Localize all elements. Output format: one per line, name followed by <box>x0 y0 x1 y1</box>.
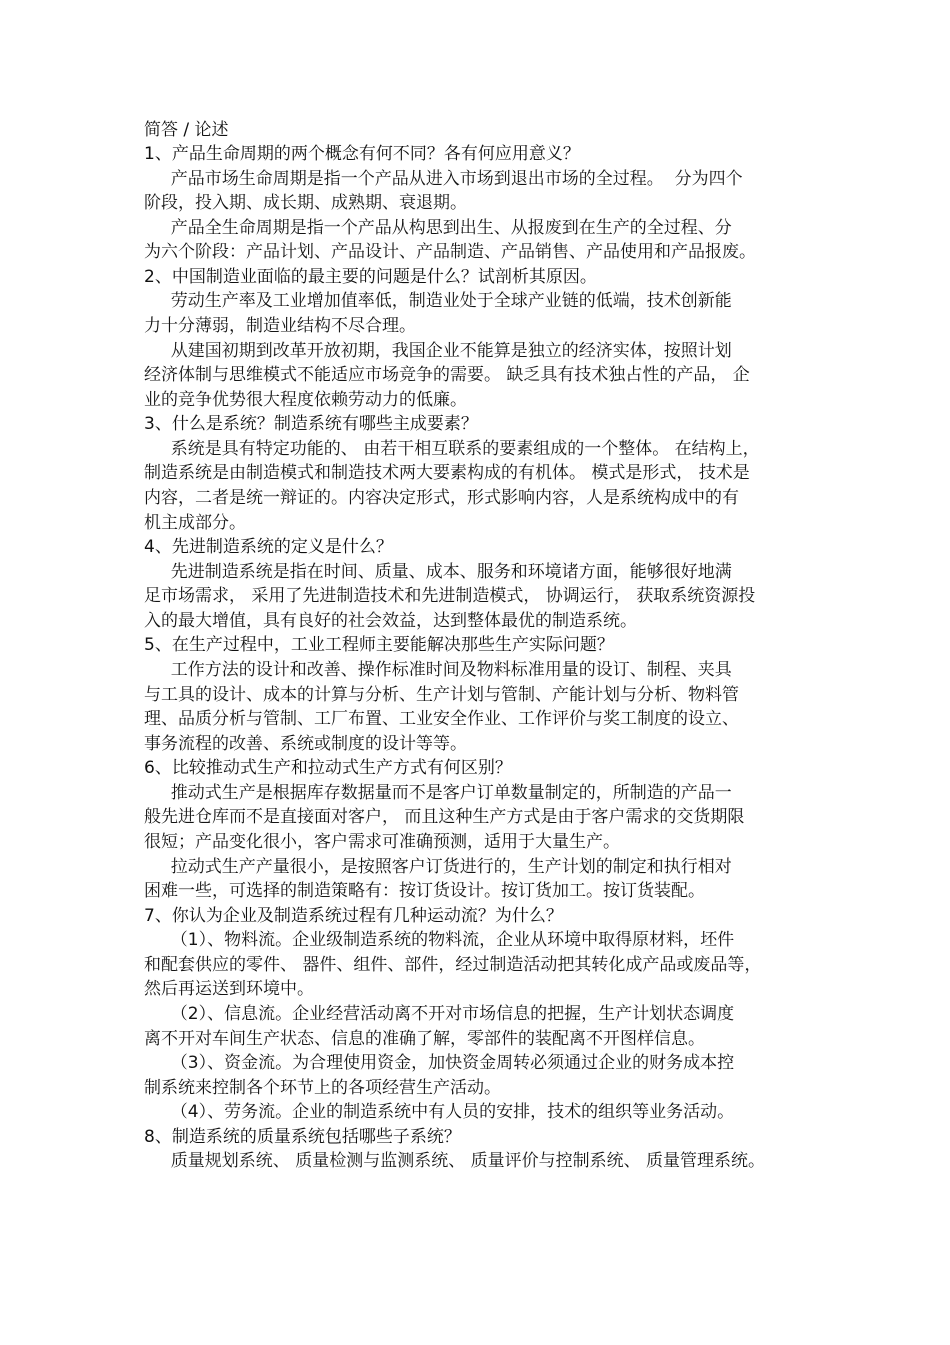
answer-line: （3）、资金流。为合理使用资金，加快资金周转必须通过企业的财务成本控 <box>160 1053 735 1073</box>
answer-line: 事务流程的改善、系统或制度的设计等等。 <box>144 734 467 754</box>
question-7: 7、你认为企业及制造系统过程有几种运动流？为什么？ <box>144 906 563 926</box>
answer-line: 入的最大增值，具有良好的社会效益，达到整体最优的制造系统。 <box>144 611 637 631</box>
answer-line: 般先进仓库而不是直接面对客户， 而且这种生产方式是由于客户需求的交货期限 <box>144 807 745 827</box>
answer-line: 然后再运送到环境中。 <box>144 979 314 999</box>
answer-line: （2）、信息流。企业经营活动离不开对市场信息的把握，生产计划状态调度 <box>160 1004 735 1024</box>
answer-line: 理、品质分析与管制、工厂布置、工业安全作业、工作评价与奖工制度的设立、 <box>144 709 739 729</box>
question-3: 3、什么是系统？制造系统有哪些主成要素？ <box>144 414 478 434</box>
answer-line: 内容，二者是统一辩证的。内容决定形式，形式影响内容，人是系统构成中的有 <box>144 488 739 508</box>
answer-line: 制造系统是由制造模式和制造技术两大要素构成的有机体。 模式是形式， 技术是 <box>144 463 750 483</box>
question-2: 2、中国制造业面临的最主要的问题是什么？试剖析其原因。 <box>144 267 597 287</box>
answer-line: 质量规划系统、 质量检测与监测系统、 质量评价与控制系统、 质量管理系统。 <box>160 1151 766 1171</box>
answer-line: 从建国初期到改革开放初期，我国企业不能算是独立的经济实体，按照计划 <box>160 341 732 361</box>
answer-line: 力十分薄弱，制造业结构不尽合理。 <box>144 316 416 336</box>
answer-line: 离不开对车间生产状态、信息的准确了解，零部件的装配离不开图样信息。 <box>144 1029 705 1049</box>
answer-line: 很短；产品变化很小，客户需求可准确预测，适用于大量生产。 <box>144 832 620 852</box>
answer-line: 足市场需求， 采用了先进制造技术和先进制造模式， 协调运行， 获取系统资源投 <box>144 586 756 606</box>
answer-line: （1）、物料流。企业级制造系统的物料流，企业从环境中取得原材料，坯件 <box>160 930 735 950</box>
answer-line: 机主成部分。 <box>144 513 246 533</box>
answer-line: 推动式生产是根据库存数据量而不是客户订单数量制定的，所制造的产品一 <box>160 783 732 803</box>
question-8: 8、制造系统的质量系统包括哪些子系统？ <box>144 1127 461 1147</box>
answer-line: 劳动生产率及工业增加值率低，制造业处于全球产业链的低端，技术创新能 <box>160 291 732 311</box>
answer-line: 产品全生命周期是指一个产品从构思到出生、从报废到在生产的全过程、分 <box>160 218 732 238</box>
answer-line: 拉动式生产产量很小，是按照客户订货进行的，生产计划的制定和执行相对 <box>160 857 732 877</box>
answer-line: 产品市场生命周期是指一个产品从进入市场到退出市场的全过程。 分为四个 <box>160 169 743 189</box>
question-5: 5、在生产过程中，工业工程师主要能解决那些生产实际问题？ <box>144 635 614 655</box>
question-4: 4、先进制造系统的定义是什么？ <box>144 537 393 557</box>
answer-line: 和配套供应的零件、 器件、组件、部件，经过制造活动把其转化成产品或废品等， <box>144 955 762 975</box>
answer-line: 与工具的设计、成本的计算与分析、生产计划与管制、产能计划与分析、物料管 <box>144 685 739 705</box>
answer-line: 业的竞争优势很大程度依赖劳动力的低廉。 <box>144 390 467 410</box>
answer-line: 为六个阶段：产品计划、产品设计、产品制造、产品销售、产品使用和产品报废。 <box>144 242 756 262</box>
answer-line: 系统是具有特定功能的、 由若干相互联系的要素组成的一个整体。 在结构上， <box>160 439 760 459</box>
answer-line: 制系统来控制各个环节上的各项经营生产活动。 <box>144 1078 501 1098</box>
question-1: 1、产品生命周期的两个概念有何不同？各有何应用意义？ <box>144 144 580 164</box>
answer-line: （4）、劳务流。企业的制造系统中有人员的安排，技术的组织等业务活动。 <box>160 1102 735 1122</box>
page-title: 简答 / 论述 <box>144 120 229 140</box>
answer-line: 工作方法的设计和改善、操作标准时间及物料标准用量的设订、制程、夹具 <box>160 660 732 680</box>
answer-line: 困难一些，可选择的制造策略有：按订货设计。按订货加工。按订货装配。 <box>144 881 705 901</box>
answer-line: 先进制造系统是指在时间、质量、成本、服务和环境诸方面，能够很好地满 <box>160 562 732 582</box>
answer-line: 阶段，投入期、成长期、成熟期、衰退期。 <box>144 193 467 213</box>
question-6: 6、比较推动式生产和拉动式生产方式有何区别？ <box>144 758 512 778</box>
answer-line: 经济体制与思维模式不能适应市场竞争的需要。 缺乏具有技术独占性的产品， 企 <box>144 365 750 385</box>
